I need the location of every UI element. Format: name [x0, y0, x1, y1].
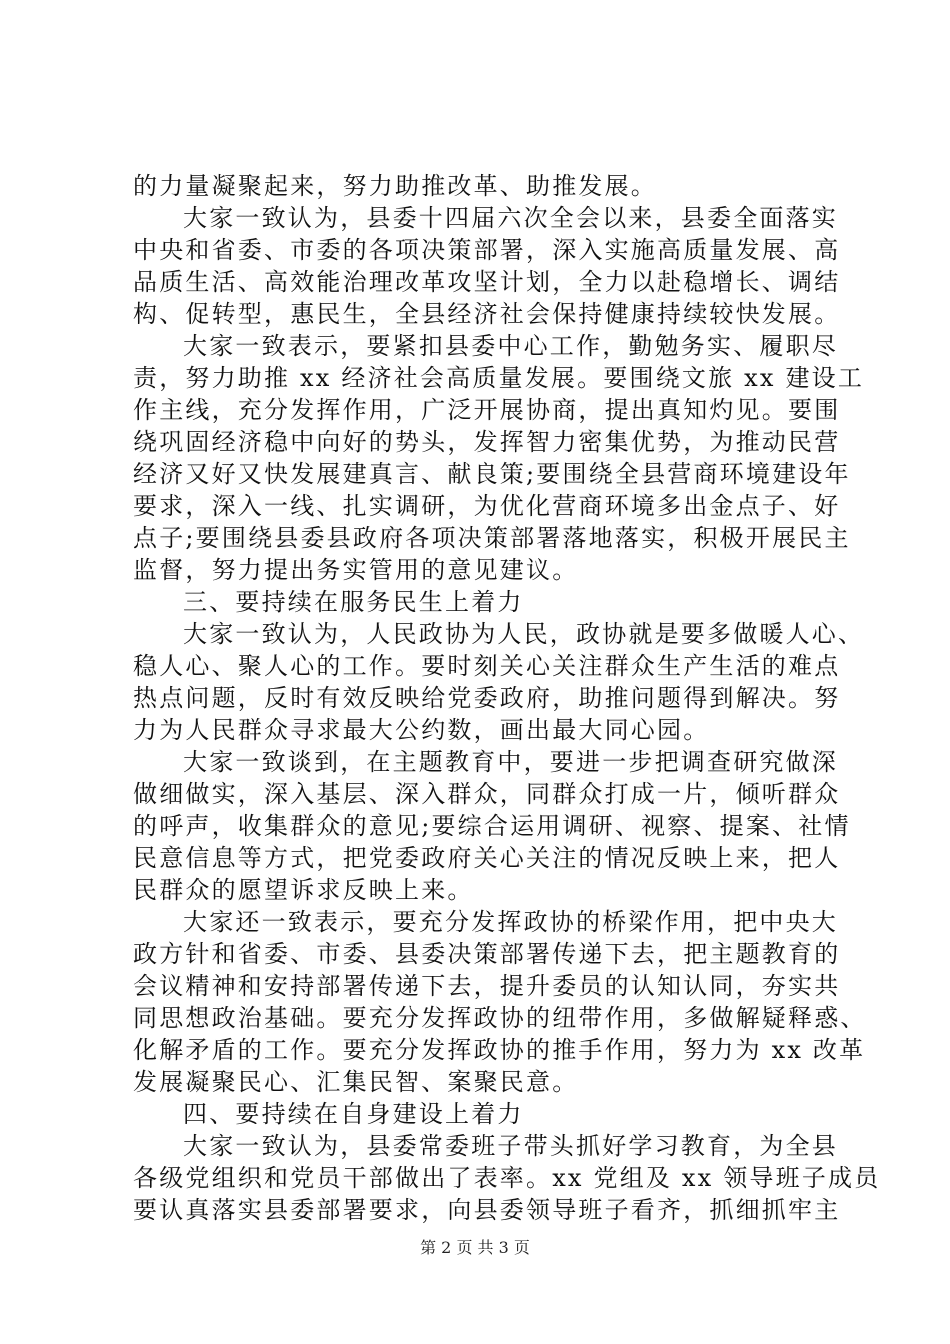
text-line: 经济又好又快发展建真言、献良策;要围绕全县营商环境建设年 [133, 460, 851, 488]
text-line: 做细做实，深入基层、深入群众，同群众打成一片，倾听群众 [133, 780, 841, 808]
text-line: 要求，深入一线、扎实调研，为优化营商环境多出金点子、好 [133, 492, 841, 520]
text-line: 力为人民群众寻求最大公约数，画出最大同心园。 [133, 716, 710, 744]
text-line: 大家一致认为，县委常委班子带头抓好学习教育，为全县 [183, 1132, 838, 1160]
text-line: 热点问题，反时有效反映给党委政府，助推问题得到解决。努 [133, 684, 841, 712]
text-line: 各级党组织和党员干部做出了表率。xx 党组及 xx 领导班子成员 [133, 1164, 881, 1192]
text-line: 三、要持续在服务民生上着力 [183, 588, 524, 616]
text-line: 的呼声，收集群众的意见;要综合运用调研、视察、提案、社情 [133, 812, 851, 840]
text-line: 会议精神和安持部署传递下去，提升委员的认知认同，夯实共 [133, 972, 841, 1000]
text-line: 同思想政治基础。要充分发挥政协的纽带作用，多做解疑释惑、 [133, 1004, 867, 1032]
text-line: 民意信息等方式，把党委政府关心关注的情况反映上来，把人 [133, 844, 841, 872]
text-line: 监督，努力提出务实管用的意见建议。 [133, 556, 579, 584]
document-body [133, 170, 881, 1226]
text-line: 的力量凝聚起来，努力助推改革、助推发展。 [133, 172, 657, 200]
text-line: 化解矛盾的工作。要充分发挥政协的推手作用，努力为 xx 改革 [133, 1036, 866, 1064]
text-line: 大家一致谈到，在主题教育中，要进一步把调查研究做深 [183, 748, 838, 776]
text-line: 大家一致认为，县委十四届六次全会以来，县委全面落实 [183, 204, 838, 232]
text-line: 政方针和省委、市委、县委决策部署传递下去，把主题教育的 [133, 940, 841, 968]
text-line: 中央和省委、市委的各项决策部署，深入实施高质量发展、高 [133, 236, 841, 264]
text-line: 四、要持续在自身建设上着力 [183, 1100, 524, 1128]
text-line: 构、促转型，惠民生，全县经济社会保持健康持续较快发展。 [133, 300, 841, 328]
text-line: 作主线，充分发挥作用，广泛开展协商，提出真知灼见。要围 [133, 396, 841, 424]
text-line: 发展凝聚民心、汇集民智、案聚民意。 [133, 1068, 579, 1096]
text-line: 大家一致认为，人民政协为人民，政协就是要多做暖人心、 [183, 620, 865, 648]
text-line: 稳人心、聚人心的工作。要时刻关心关注群众生产生活的难点 [133, 652, 841, 680]
text-line: 要认真落实县委部署要求，向县委领导班子看齐，抓细抓牢主 [133, 1196, 841, 1224]
text-line: 民群众的愿望诉求反映上来。 [133, 876, 474, 904]
page-footer: 第 2 页 共 3 页 [420, 1238, 530, 1257]
text-line: 点子;要围绕县委县政府各项决策部署落地落实，积极开展民主 [133, 524, 851, 552]
text-line: 绕巩固经济稳中向好的势头，发挥智力密集优势，为推动民营 [133, 428, 841, 456]
text-line: 品质生活、高效能治理改革攻坚计划，全力以赴稳增长、调结 [133, 268, 841, 296]
text-line: 大家还一致表示，要充分发挥政协的桥梁作用，把中央大 [183, 908, 838, 936]
text-line: 责，努力助推 xx 经济社会高质量发展。要围绕文旅 xx 建设工 [133, 364, 865, 392]
text-line: 大家一致表示，要紧扣县委中心工作，勤勉务实、履职尽 [183, 332, 838, 360]
